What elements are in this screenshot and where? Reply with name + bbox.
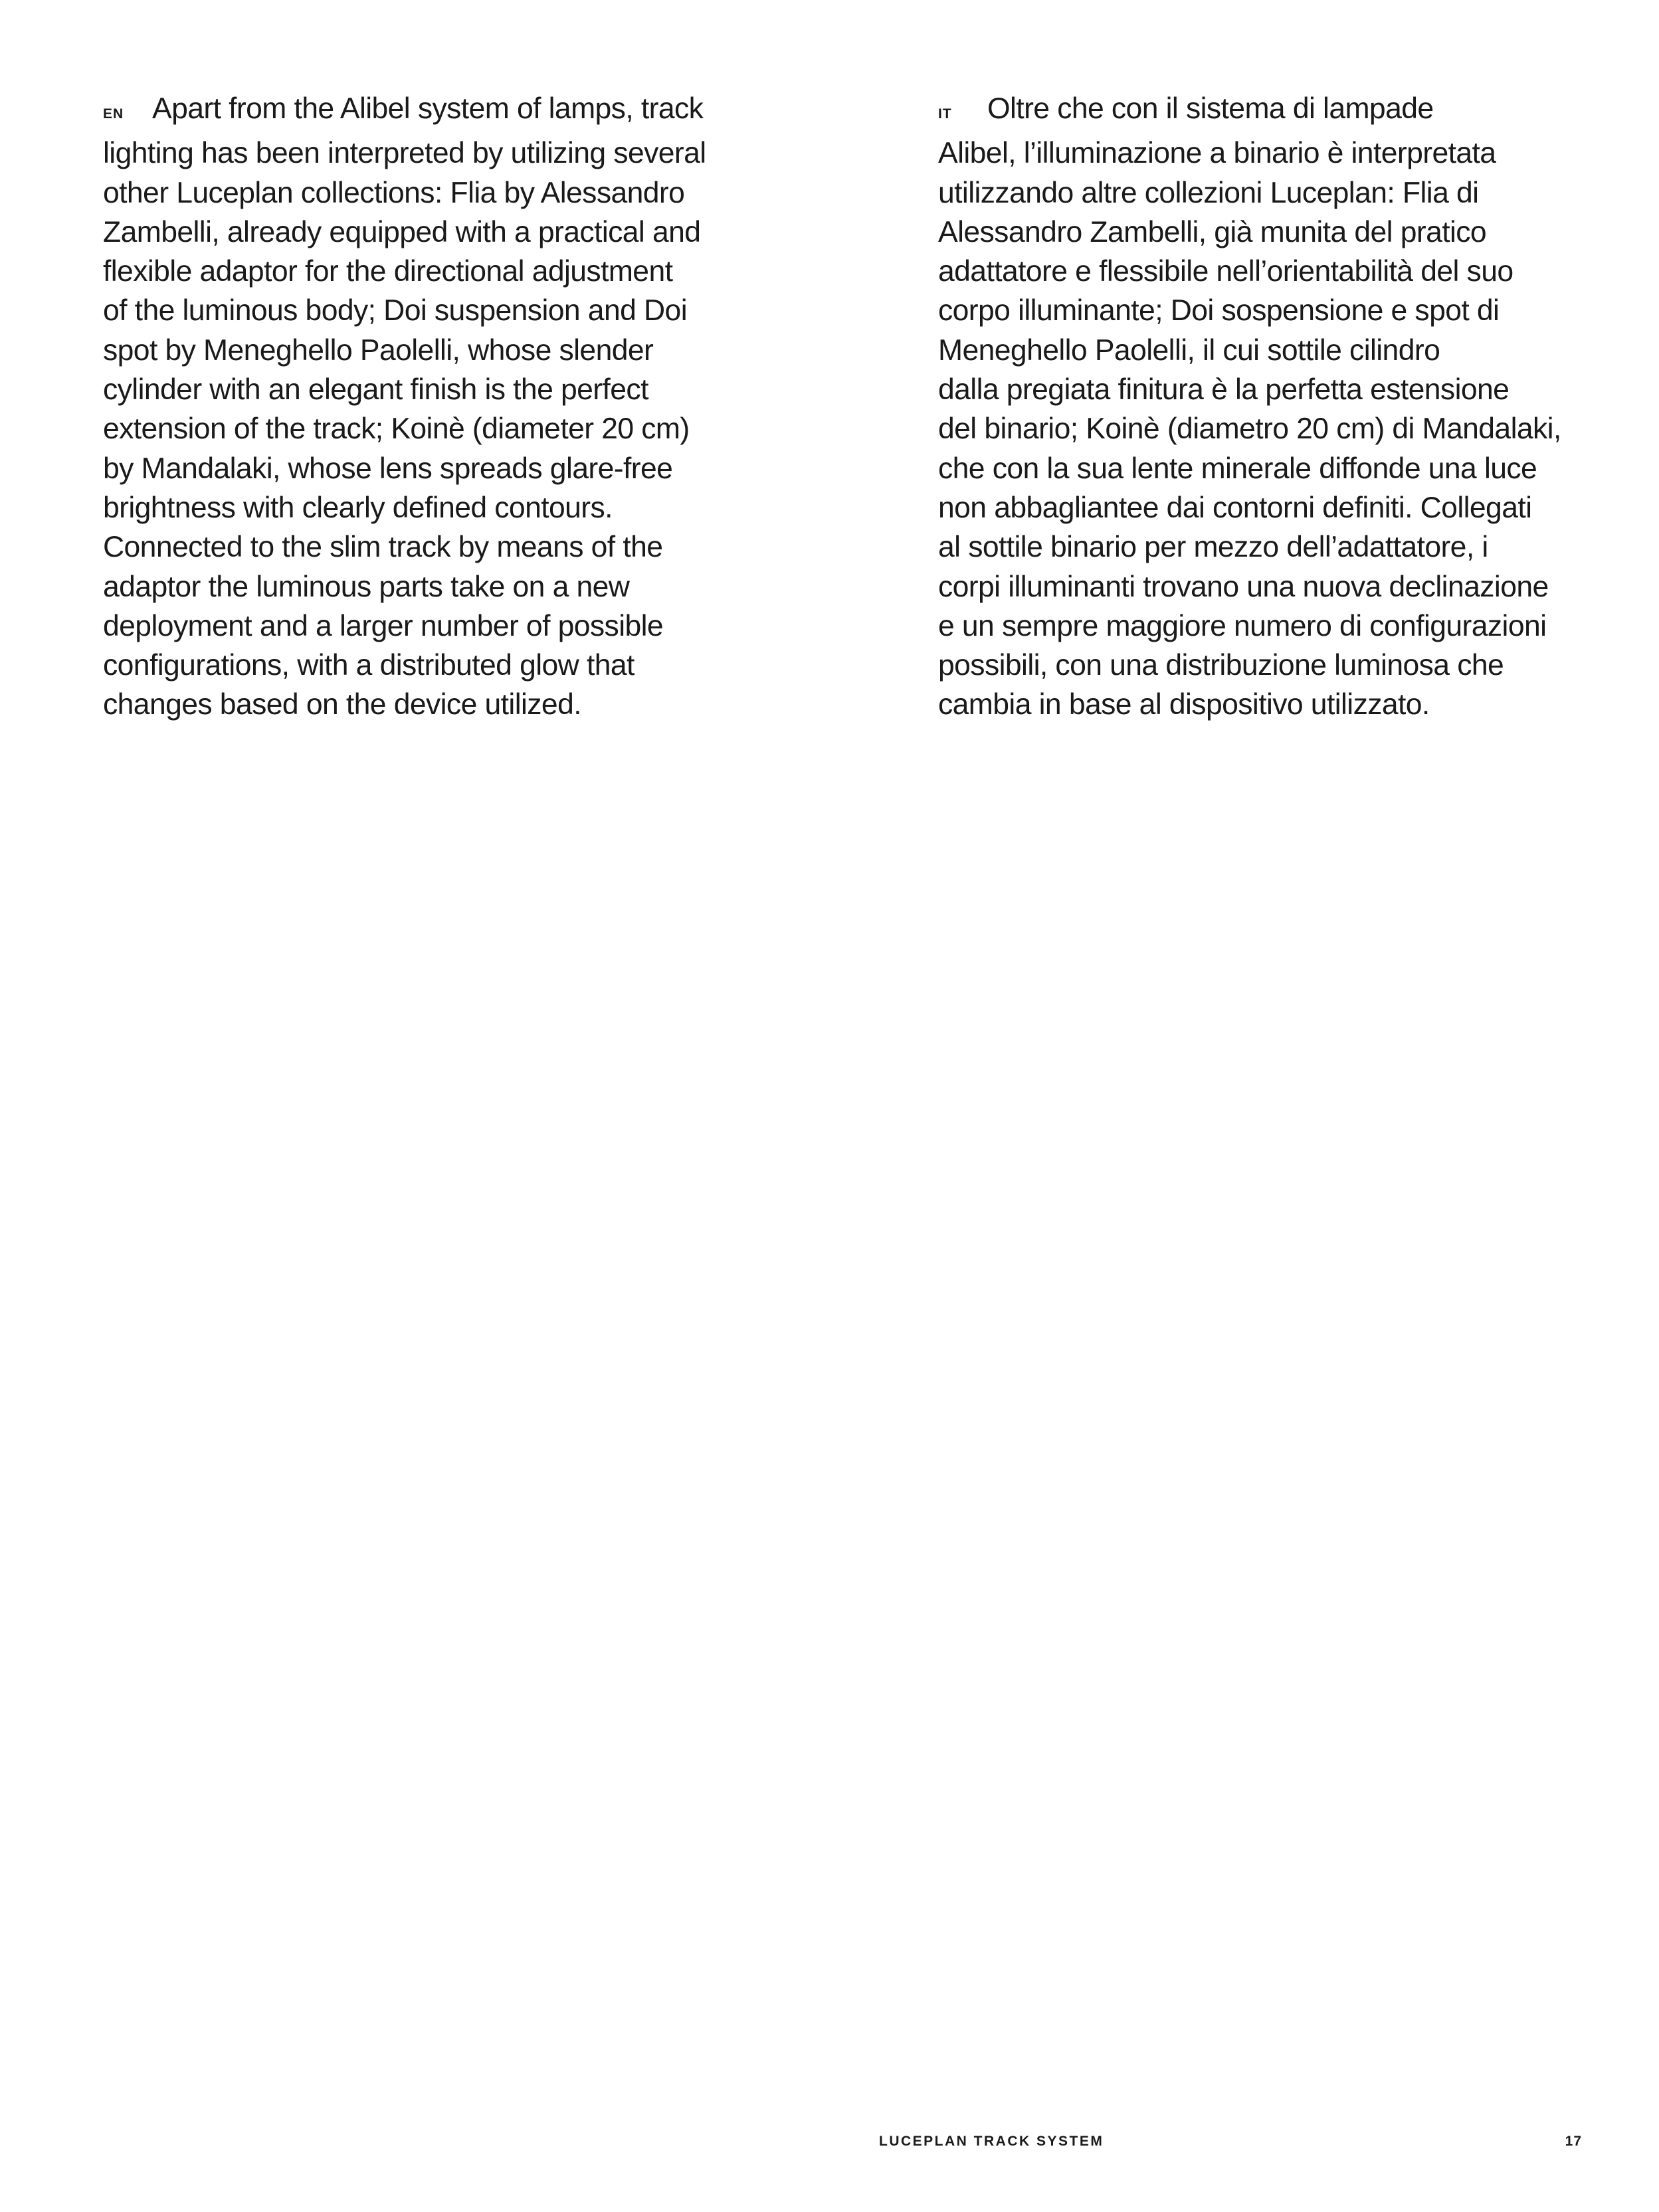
text-line: adattatore e flessibile nell’orientabilità del suo xyxy=(938,255,1513,288)
text-line-content: Apart from the Alibel system of lamps, track xyxy=(152,92,704,125)
text-line: deployment and a larger number of possible xyxy=(103,609,664,642)
text-line-content: Oltre che con il sistema di lampade xyxy=(987,92,1434,125)
english-text-column xyxy=(103,89,761,725)
language-label-en: EN xyxy=(103,106,124,122)
footer-title: LUCEPLAN TRACK SYSTEM xyxy=(879,2134,1104,2149)
text-line: e un sempre maggiore numero di configurazioni xyxy=(938,609,1547,642)
text-line: che con la sua lente minerale diffonde una luce xyxy=(938,452,1537,485)
text-line: Alibel, l’illuminazione a binario è interpretata xyxy=(938,137,1496,170)
text-line: flexible adaptor for the directional adjustment xyxy=(103,255,673,288)
text-line: dalla pregiata finitura è la perfetta estensione xyxy=(938,373,1510,407)
text-line: Connected to the slim track by means of the xyxy=(103,531,663,564)
text-line: changes based on the device utilized. xyxy=(103,688,581,721)
text-line: spot by Meneghello Paolelli, whose slender xyxy=(103,333,654,367)
text-line: Meneghello Paolelli, il cui sottile cilindro xyxy=(938,333,1440,367)
text-line xyxy=(938,89,1596,134)
text-line: Alessandro Zambelli, già munita del pratico xyxy=(938,215,1487,248)
text-line: al sottile binario per mezzo dell’adattatore, i xyxy=(938,531,1488,564)
text-line: cylinder with an elegant finish is the perfect xyxy=(103,373,648,407)
text-line: corpi illuminanti trovano una nuova declinazione xyxy=(938,570,1549,603)
text-line xyxy=(103,89,761,134)
text-line: cambia in base al dispositivo utilizzato. xyxy=(938,688,1430,721)
language-label-it: IT xyxy=(938,106,952,122)
text-line: of the luminous body; Doi suspension and Doi xyxy=(103,294,687,327)
text-line: utilizzando altre collezioni Luceplan: Flia di xyxy=(938,176,1479,209)
text-line: adaptor the luminous parts take on a new xyxy=(103,570,630,603)
text-line: corpo illuminante; Doi sospensione e spot di xyxy=(938,294,1500,327)
text-line: other Luceplan collections: Flia by Alessandro xyxy=(103,176,685,209)
italian-text-column xyxy=(938,89,1596,725)
text-line: brightness with clearly defined contours. xyxy=(103,491,613,524)
text-line: non abbagliantee dai contorni definiti. Collegati xyxy=(938,491,1532,524)
text-line: by Mandalaki, whose lens spreads glare-free xyxy=(103,452,673,485)
text-line: extension of the track; Koinè (diameter 20 cm) xyxy=(103,413,690,446)
text-line: configurations, with a distributed glow that xyxy=(103,649,634,682)
text-line: lighting has been interpreted by utilizing several xyxy=(103,137,706,170)
text-line: possibili, con una distribuzione luminosa che xyxy=(938,649,1504,682)
page-number: 17 xyxy=(1565,2134,1582,2149)
text-line: Zambelli, already equipped with a practical and xyxy=(103,215,701,248)
text-line: del binario; Koinè (diametro 20 cm) di Mandalaki, xyxy=(938,413,1561,446)
